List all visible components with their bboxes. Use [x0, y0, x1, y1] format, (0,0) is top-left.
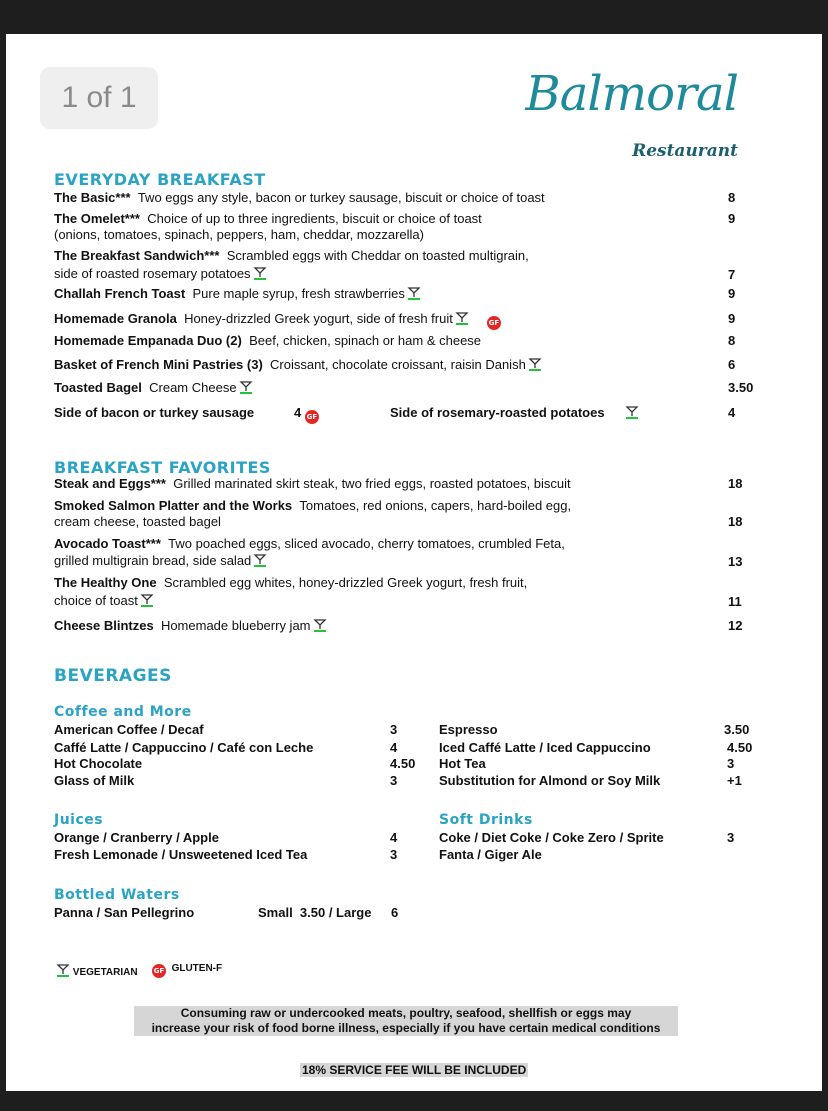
drink-name: Iced Caffé Latte / Iced Cappuccino — [439, 740, 651, 755]
item-desc: Honey-drizzled Greek yogurt, side of fresh fruit — [184, 311, 453, 326]
item-desc: choice of toast — [54, 593, 138, 608]
menu-item — [54, 476, 571, 491]
drink-price: 4 — [390, 830, 398, 845]
drink-price: 4 — [390, 740, 398, 755]
gluten-free-icon: GF — [305, 410, 319, 424]
item-price: 18 — [728, 514, 743, 529]
menu-item — [54, 211, 482, 226]
item-desc-cont: cream cheese, toasted bagel — [54, 514, 221, 529]
service-fee-notice: 18% SERVICE FEE WILL BE INCLUDED — [302, 1063, 527, 1077]
item-price: 18 — [728, 476, 743, 491]
item-price: 4 — [728, 405, 736, 420]
notice-line: increase your risk of food borne illness, especially if you have certain medical conditions — [151, 1021, 661, 1035]
item-price: 9 — [728, 286, 736, 301]
drink-price: 3.50 — [724, 722, 750, 737]
subsection-soft-drinks: Soft Drinks — [439, 812, 533, 828]
menu-item — [54, 380, 253, 395]
item-name: The Basic*** — [54, 190, 131, 205]
drink-name: Hot Chocolate — [54, 756, 143, 771]
menu-item — [54, 311, 501, 330]
drink-name: Hot Tea — [439, 756, 486, 771]
item-price: 9 — [728, 211, 736, 226]
item-name: Homemade Empanada Duo (2) — [54, 333, 242, 348]
menu-item — [54, 190, 545, 205]
menu-item — [54, 333, 481, 348]
item-price: 8 — [728, 333, 736, 348]
subsection-bottled-waters: Bottled Waters — [54, 887, 180, 903]
item-name: The Omelet*** — [54, 211, 140, 226]
item-price: 8 — [728, 190, 736, 205]
item-desc: Choice of up to three ingredients, biscuit or choice of toast — [147, 211, 482, 226]
item-name: Challah French Toast — [54, 286, 186, 301]
drink-name: Orange / Cranberry / Apple — [54, 830, 219, 845]
item-desc: Two eggs any style, bacon or turkey sausage, biscuit or choice of toast — [137, 190, 545, 205]
item-price: 3.50 — [728, 380, 754, 395]
menu-item — [54, 248, 529, 263]
vegetarian-icon — [253, 553, 267, 567]
side-item — [54, 405, 254, 420]
item-desc: Scrambled eggs with Cheddar on toasted multigrain, — [226, 248, 529, 263]
drink-price: 3 — [727, 756, 735, 771]
page-counter: 1 of 1 — [40, 67, 158, 129]
vegetarian-icon — [625, 405, 639, 419]
menu-item — [54, 286, 421, 301]
item-name: Smoked Salmon Platter and the Works — [54, 498, 293, 513]
side-price — [294, 405, 319, 424]
menu-item — [54, 357, 542, 372]
item-desc: Pure maple syrup, fresh strawberries — [192, 286, 405, 301]
drink-name: Glass of Milk — [54, 773, 135, 788]
item-desc-cont: (onions, tomatoes, spinach, peppers, ham, cheddar, mozzarella) — [54, 227, 424, 242]
legend-gluten-free — [152, 963, 222, 978]
item-desc-cont — [54, 593, 154, 608]
item-desc: Scrambled egg whites, honey-drizzled Greek yogurt, fresh fruit, — [163, 575, 528, 590]
item-name: Side of bacon or turkey sausage — [54, 405, 255, 420]
vegetarian-icon — [528, 357, 542, 371]
item-name: Homemade Granola — [54, 311, 177, 326]
item-desc: Tomatoes, red onions, capers, hard-boiled egg, — [299, 498, 572, 513]
brand-subtitle: Restaurant — [632, 141, 738, 161]
drink-sizes: Small 3.50 / Large — [258, 905, 372, 920]
item-desc: Beef, chicken, spinach or ham & cheese — [249, 333, 482, 348]
gluten-free-icon: GF — [152, 964, 166, 978]
vegetarian-icon — [313, 618, 327, 632]
drink-name: Fresh Lemonade / Unsweetened Iced Tea — [54, 847, 308, 862]
item-desc: Croissant, chocolate croissant, raisin Danish — [270, 357, 526, 372]
drink-price: 3 — [390, 773, 398, 788]
drink-name: Coke / Diet Coke / Coke Zero / Sprite — [439, 830, 664, 845]
drink-price: 4.50 — [727, 740, 753, 755]
subsection-juices: Juices — [54, 812, 104, 828]
item-price: 9 — [728, 311, 736, 326]
side-item — [390, 405, 639, 420]
menu-item — [54, 536, 565, 551]
drink-name: Espresso — [439, 722, 498, 737]
drink-price: 4.50 — [390, 756, 416, 771]
item-desc: side of roasted rosemary potatoes — [54, 266, 251, 281]
legend-label: GLUTEN-F — [171, 963, 223, 974]
item-name: Toasted Bagel — [54, 380, 142, 395]
item-name: Cheese Blintzes — [54, 618, 154, 633]
item-price: 6 — [728, 357, 736, 372]
section-breakfast-favorites: BREAKFAST FAVORITES — [54, 458, 271, 477]
item-name: Steak and Eggs*** — [54, 476, 166, 491]
item-name: The Healthy One — [54, 575, 157, 590]
item-price: 12 — [728, 618, 743, 633]
drink-price: 3 — [390, 722, 398, 737]
drink-name: Caffé Latte / Cappuccino / Café con Leche — [54, 740, 314, 755]
vegetarian-icon — [455, 311, 469, 325]
item-name: Side of rosemary-roasted potatoes — [390, 405, 605, 420]
menu-item — [54, 575, 527, 590]
item-name: The Breakfast Sandwich*** — [54, 248, 220, 263]
item-desc: grilled multigrain bread, side salad — [54, 553, 252, 568]
vegetarian-icon — [56, 963, 70, 977]
item-price: 7 — [728, 267, 736, 282]
legend-label: VEGETARIAN — [72, 967, 138, 978]
section-beverages: BEVERAGES — [54, 666, 172, 686]
item-price: 4 — [294, 405, 302, 420]
item-desc: Grilled marinated skirt steak, two fried eggs, roasted potatoes, biscuit — [173, 476, 571, 491]
drink-price: 3 — [727, 830, 735, 845]
item-desc-cont — [54, 266, 267, 281]
subsection-coffee: Coffee and More — [54, 704, 192, 720]
section-everyday-breakfast: EVERYDAY BREAKFAST — [54, 170, 266, 189]
brand-logo: Balmoral — [525, 66, 738, 122]
menu-item — [54, 618, 327, 633]
vegetarian-icon — [253, 266, 267, 280]
menu-item — [54, 498, 571, 513]
item-name: Avocado Toast*** — [54, 536, 161, 551]
item-desc: Cream Cheese — [149, 380, 237, 395]
drink-price: 6 — [391, 905, 399, 920]
vegetarian-icon — [239, 380, 253, 394]
gluten-free-icon: GF — [487, 316, 501, 330]
drink-name: American Coffee / Decaf — [54, 722, 204, 737]
item-desc: Homemade blueberry jam — [160, 618, 311, 633]
drink-price: +1 — [727, 773, 742, 788]
item-price: 11 — [728, 594, 742, 609]
vegetarian-icon — [140, 593, 154, 607]
vegetarian-icon — [407, 286, 421, 300]
drink-name: Substitution for Almond or Soy Milk — [439, 773, 661, 788]
notice-line: Consuming raw or undercooked meats, poultry, seafood, shellfish or eggs may — [180, 1006, 632, 1020]
item-desc-cont — [54, 553, 267, 568]
item-name: Basket of French Mini Pastries (3) — [54, 357, 263, 372]
item-desc: Two poached eggs, sliced avocado, cherry tomatoes, crumbled Feta, — [168, 536, 565, 551]
drink-name: Fanta / Giger Ale — [439, 847, 542, 862]
drink-name: Panna / San Pellegrino — [54, 905, 195, 920]
food-safety-notice — [134, 1006, 678, 1036]
item-price: 13 — [728, 554, 743, 569]
drink-price: 3 — [390, 847, 398, 862]
legend-vegetarian — [54, 963, 138, 978]
